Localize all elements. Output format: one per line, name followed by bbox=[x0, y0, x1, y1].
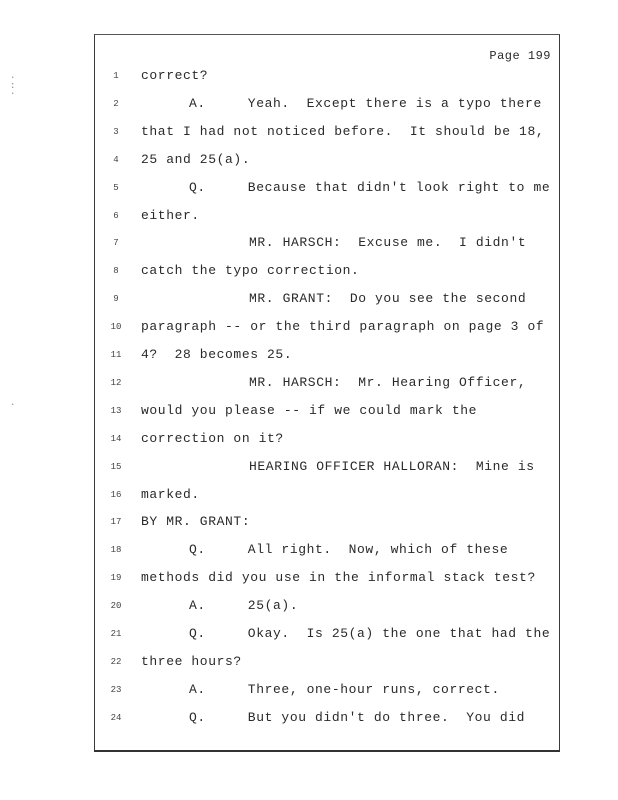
line-number: 2 bbox=[113, 98, 119, 109]
line-text: MR. HARSCH: Mr. Hearing Officer, bbox=[249, 374, 527, 390]
transcript-line bbox=[95, 65, 559, 87]
line-number: 18 bbox=[110, 545, 122, 556]
line-text: MR. GRANT: Do you see the second bbox=[249, 291, 527, 307]
transcript-line bbox=[95, 93, 559, 115]
line-number: 11 bbox=[110, 350, 122, 360]
line-number: 13 bbox=[110, 405, 122, 416]
line-number: 3 bbox=[113, 126, 119, 137]
transcript-line bbox=[95, 623, 559, 645]
line-number: 23 bbox=[110, 684, 122, 695]
line-number: 7 bbox=[113, 238, 119, 249]
line-number: 10 bbox=[110, 322, 122, 333]
line-number: 5 bbox=[113, 182, 119, 193]
transcript-page bbox=[94, 34, 560, 752]
line-number: 9 bbox=[113, 294, 119, 305]
line-text: A. Yeah. Except there is a typo there bbox=[189, 95, 542, 111]
line-number: 20 bbox=[110, 601, 122, 612]
margin-dot: · bbox=[10, 400, 16, 410]
transcript-line bbox=[95, 344, 559, 366]
line-number: 1 bbox=[113, 71, 119, 81]
line-text: paragraph -- or the third paragraph on page 3 of bbox=[141, 319, 545, 335]
line-text: either. bbox=[141, 207, 200, 223]
line-text: methods did you use in the informal stack test? bbox=[141, 570, 536, 586]
transcript-line bbox=[95, 400, 559, 422]
line-text: catch the typo correction. bbox=[141, 263, 360, 279]
transcript-line bbox=[95, 149, 559, 171]
line-number: 14 bbox=[110, 433, 122, 444]
page-number: Page 199 bbox=[489, 49, 551, 63]
transcript-line bbox=[95, 511, 559, 533]
transcript-line bbox=[95, 260, 559, 282]
transcript-line bbox=[95, 679, 559, 701]
line-text: correction on it? bbox=[141, 430, 284, 446]
transcript-line bbox=[95, 205, 559, 227]
line-number: 6 bbox=[113, 210, 119, 221]
line-text: correct? bbox=[141, 68, 209, 83]
transcript-line bbox=[95, 177, 559, 199]
line-text: would you please -- if we could mark the bbox=[141, 402, 478, 418]
line-text: 4? 28 becomes 25. bbox=[141, 347, 293, 362]
line-number: 4 bbox=[113, 154, 119, 165]
line-text: marked. bbox=[141, 486, 200, 502]
transcript-line bbox=[95, 539, 559, 561]
transcript-line bbox=[95, 707, 559, 729]
line-number: 16 bbox=[110, 489, 122, 500]
transcript-line bbox=[95, 372, 559, 394]
transcript-line bbox=[95, 595, 559, 617]
transcript-line bbox=[95, 456, 559, 478]
line-number: 21 bbox=[110, 629, 122, 639]
line-number: 12 bbox=[110, 377, 122, 388]
transcript-line bbox=[95, 567, 559, 589]
line-text: three hours? bbox=[141, 653, 242, 669]
line-number: 15 bbox=[110, 461, 122, 472]
line-text: A. Three, one-hour runs, correct. bbox=[189, 681, 500, 697]
line-text: MR. HARSCH: Excuse me. I didn't bbox=[249, 235, 527, 251]
line-number: 22 bbox=[110, 656, 122, 667]
transcript-line bbox=[95, 288, 559, 310]
line-text: A. 25(a). bbox=[189, 598, 299, 614]
line-number: 19 bbox=[110, 573, 122, 584]
transcript-line bbox=[95, 484, 559, 506]
line-text: HEARING OFFICER HALLORAN: Mine is bbox=[249, 458, 535, 474]
line-text: Q. Because that didn't look right to me bbox=[189, 179, 551, 195]
transcript-line bbox=[95, 651, 559, 673]
line-text: BY MR. GRANT: bbox=[141, 514, 251, 530]
transcript-line bbox=[95, 428, 559, 450]
line-text: 25 and 25(a). bbox=[141, 151, 251, 167]
margin-marks: · : · bbox=[10, 73, 16, 99]
line-text: Q. All right. Now, which of these bbox=[189, 542, 509, 558]
line-number: 24 bbox=[110, 712, 122, 723]
transcript-line bbox=[95, 232, 559, 254]
transcript-line bbox=[95, 316, 559, 338]
line-text: Q. But you didn't do three. You did bbox=[189, 709, 526, 725]
line-text: Q. Okay. Is 25(a) the one that had the bbox=[189, 626, 551, 641]
line-number: 8 bbox=[113, 266, 119, 277]
line-text: that I had not noticed before. It should be 18, bbox=[141, 123, 545, 139]
line-number: 17 bbox=[110, 517, 122, 528]
transcript-line bbox=[95, 121, 559, 143]
